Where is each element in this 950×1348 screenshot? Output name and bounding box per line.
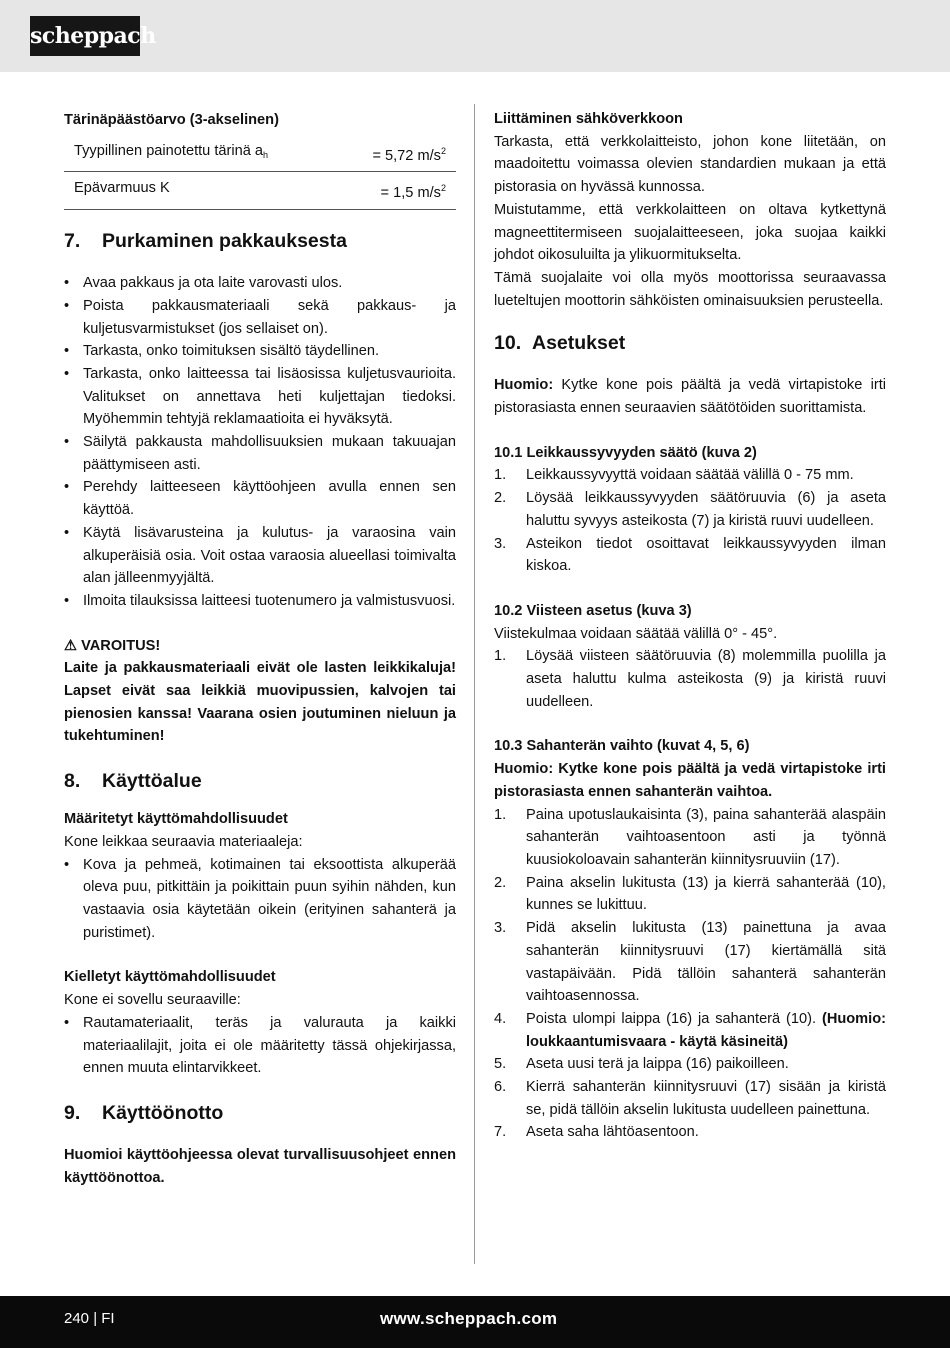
cut-depth-steps <box>494 464 886 578</box>
section-9-heading: 9. Käyttöönotto <box>64 1101 224 1124</box>
blade-change-steps <box>494 804 886 1145</box>
section-7-heading: 7. Purkaminen pakkauksesta <box>64 230 347 253</box>
mains-paragraph-3: Tämä suojalaite voi olla myös moottorissa seuraavassa lueteltujen moottorin sähköisten ominaisuuksien perusteella. <box>494 269 886 309</box>
list-item: 1. Leikkaussyvyyttä voidaan säätää välillä 0 - 75 mm. <box>494 467 854 484</box>
blade-change-note: Huomio: Kytke kone pois päältä ja vedä virtapistoke irti pistorasiasta ennen sahanterän vaihtoa. <box>494 761 886 800</box>
intended-use-heading: Määritetyt käyttömahdollisuudet <box>64 811 288 828</box>
scheppach-logo: scheppach <box>30 16 140 56</box>
settings-note: Huomio: Kytke kone pois päältä ja vedä virtapistoke irti pistorasiasta ennen seuraavien säätötöiden suorittamista. <box>494 377 886 417</box>
header-band <box>0 0 950 72</box>
vibration-row-value: = 5,72 $m/s^2$ <box>372 145 446 164</box>
list-item: 4. Poista ulompi laippa (16) ja sahanterä (10). (Huomio: loukkaantumisvaara - käytä käsineitä) <box>494 1010 886 1050</box>
list-item: • Tarkasta, onko toimituksen sisältö täydellinen. <box>64 340 456 363</box>
bevel-intro: Viistekulmaa voidaan säätää välillä 0° - 45°. <box>494 625 778 642</box>
footer-band <box>0 1296 950 1348</box>
unpacking-list <box>64 272 456 613</box>
list-item: 2. Paina akselin lukitusta (13) ja kierrä sahanterää (10), kunnes se lukittuu. <box>494 874 886 914</box>
mains-paragraph-2: Muistutamme, että verkkolaitteen on oltava kytkettynä magneettitermiseen suojalaitteeseen, joka suojaa kaikki johdot oikosuluilta ja ylikuormitukselta. <box>494 201 886 264</box>
page-number: 240 | FI <box>64 1310 115 1327</box>
vibration-row-value: = 1,5 $m/s^2$ <box>380 183 446 202</box>
intended-use-intro: Kone leikkaa seuraavia materiaaleja: <box>64 833 303 850</box>
bevel-steps <box>494 645 886 713</box>
vibration-title: Tärinäpäästöarvo (3-akselinen) <box>64 112 279 128</box>
vibration-row-label: Tyypillinen painotettu tärinä $a_h$ <box>74 142 269 160</box>
prohibited-use-heading: Kielletyt käyttömahdollisuudet <box>64 969 276 986</box>
list-item: • Avaa pakkaus ja ota laite varovasti ulos. <box>64 272 456 295</box>
list-item: 2. Löysää leikkaussyvyyden säätöruuvia (6) ja aseta haluttu syvyys asteikosta (7) ja kiristä ruuvi uudelleen. <box>494 490 886 529</box>
list-item: 5. Aseta uusi terä ja laippa (16) paikoilleen. <box>494 1056 789 1073</box>
section-10-heading: 10. Asetukset <box>494 332 626 355</box>
list-item: • Poista pakkausmateriaali sekä pakkaus- ja kuljetusvarmistukset (jos sellaiset on). <box>64 295 456 340</box>
right-column <box>494 108 886 1144</box>
list-item: 7. Aseta saha lähtöasentoon. <box>494 1124 699 1141</box>
cut-depth-heading: 10.1 Leikkaussyvyyden säätö (kuva 2) <box>494 444 757 461</box>
list-item: • Rautamateriaalit, teräs ja valurauta ja kaikki materiaalilajit, joita ei ole määritetty tässä ohjekirjassa, ennen muuta elintarvikkeet. <box>64 1012 456 1080</box>
warning-triangle-icon: ⚠ <box>64 637 78 654</box>
list-item: • Tarkasta, onko laitteessa tai lisäosissa kuljetusvaurioita. Valitukset on annettava heti kuljettajan tiedoksi. Myöhemmin tehtyjä reklamaatioita ei hyväksytä. <box>64 363 456 431</box>
list-item: • Kova ja pehmeä, kotimainen tai eksoottista alkuperää oleva puu, pitkittäin ja poikittain puun syihin nähden, kun vastaavia osia käytetään oikein (erityinen sahanterä ja puristimet). <box>64 854 456 945</box>
warning-heading: ⚠ VAROITUS! <box>64 635 456 658</box>
commissioning-note: Huomioi käyttöohjeessa olevat turvallisuusohjeet ennen käyttöönottoa. <box>64 1146 456 1186</box>
list-item: • Ilmoita tilauksissa laitteesi tuotenumero ja valmistusvuosi. <box>64 590 456 613</box>
section-8-heading: 8. Käyttöalue <box>64 770 202 793</box>
intended-use-list <box>64 854 456 945</box>
mains-paragraph-1: Tarkasta, että verkkolaitteisto, johon kone liitetään, on maadoitettu voimassa olevien standardien mukaan ja että pistorasia on hyvässä kunnossa. <box>494 133 886 196</box>
list-item: 3. Pidä akselin lukitusta (13) painettuna ja avaa sahanterän kiinnitysruuvi (17) kiertämällä sitä vastapäivään. Pidä tällöin sahanterä sahanterän vaihtoasennossa. <box>494 920 886 1005</box>
vibration-row-label: Epävarmuus K <box>74 180 170 197</box>
vibration-row-typical <box>64 135 456 173</box>
list-item: 3. Asteikon tiedot osoittavat leikkaussyvyyden ilman kiskoa. <box>494 535 886 575</box>
mains-heading: Liittäminen sähköverkkoon <box>494 111 683 127</box>
prohibited-use-list <box>64 1012 456 1080</box>
vibration-row-uncertainty <box>64 172 456 210</box>
column-divider <box>474 104 475 1264</box>
list-item: • Käytä lisävarusteina ja kulutus- ja varaosina vain alkuperäisiä osia. Voit ostaa varaosia alueellasi toimivalta alan jälleenmyyjältä. <box>64 522 456 590</box>
list-item: 6. Kierrä sahanterän kiinnitysruuvi (17) sisään ja kiristä se, pidä tällöin akselin lukitusta uudelleen painettuna. <box>494 1079 886 1118</box>
blade-change-heading: 10.3 Sahanterän vaihto (kuvat 4, 5, 6) <box>494 738 750 755</box>
prohibited-use-intro: Kone ei sovellu seuraaville: <box>64 992 241 1009</box>
list-item: • Perehdy laitteeseen käyttöohjeen avulla ennen sen käyttöä. <box>64 476 456 521</box>
bevel-heading: 10.2 Viisteen asetus (kuva 3) <box>494 602 692 619</box>
left-column <box>64 108 456 1189</box>
list-item: • Säilytä pakkausta mahdollisuuksien mukaan takuuajan päättymiseen asti. <box>64 431 456 476</box>
list-item: 1. Paina upotuslaukaisinta (3), paina sahanterää alaspäin sahanterän vaihtoasentoon asti ja työnnä kuusiokoloavain sahanterän kiinnitysruuviin (17). <box>494 806 886 868</box>
list-item: 1. Löysää viisteen säätöruuvia (8) molemmilla puolilla ja aseta haluttu kulma asteikosta (9) ja kiristä ruuvi uudelleen. <box>494 648 886 710</box>
website-link[interactable]: www.scheppach.com <box>380 1309 558 1328</box>
warning-text: Laite ja pakkausmateriaali eivät ole lasten leikkikaluja! Lapset eivät saa leikkiä muovipussien, kalvojen tai pienosien kanssa! Vaarana osien joutuminen nieluun ja tukehtuminen! <box>64 660 456 745</box>
